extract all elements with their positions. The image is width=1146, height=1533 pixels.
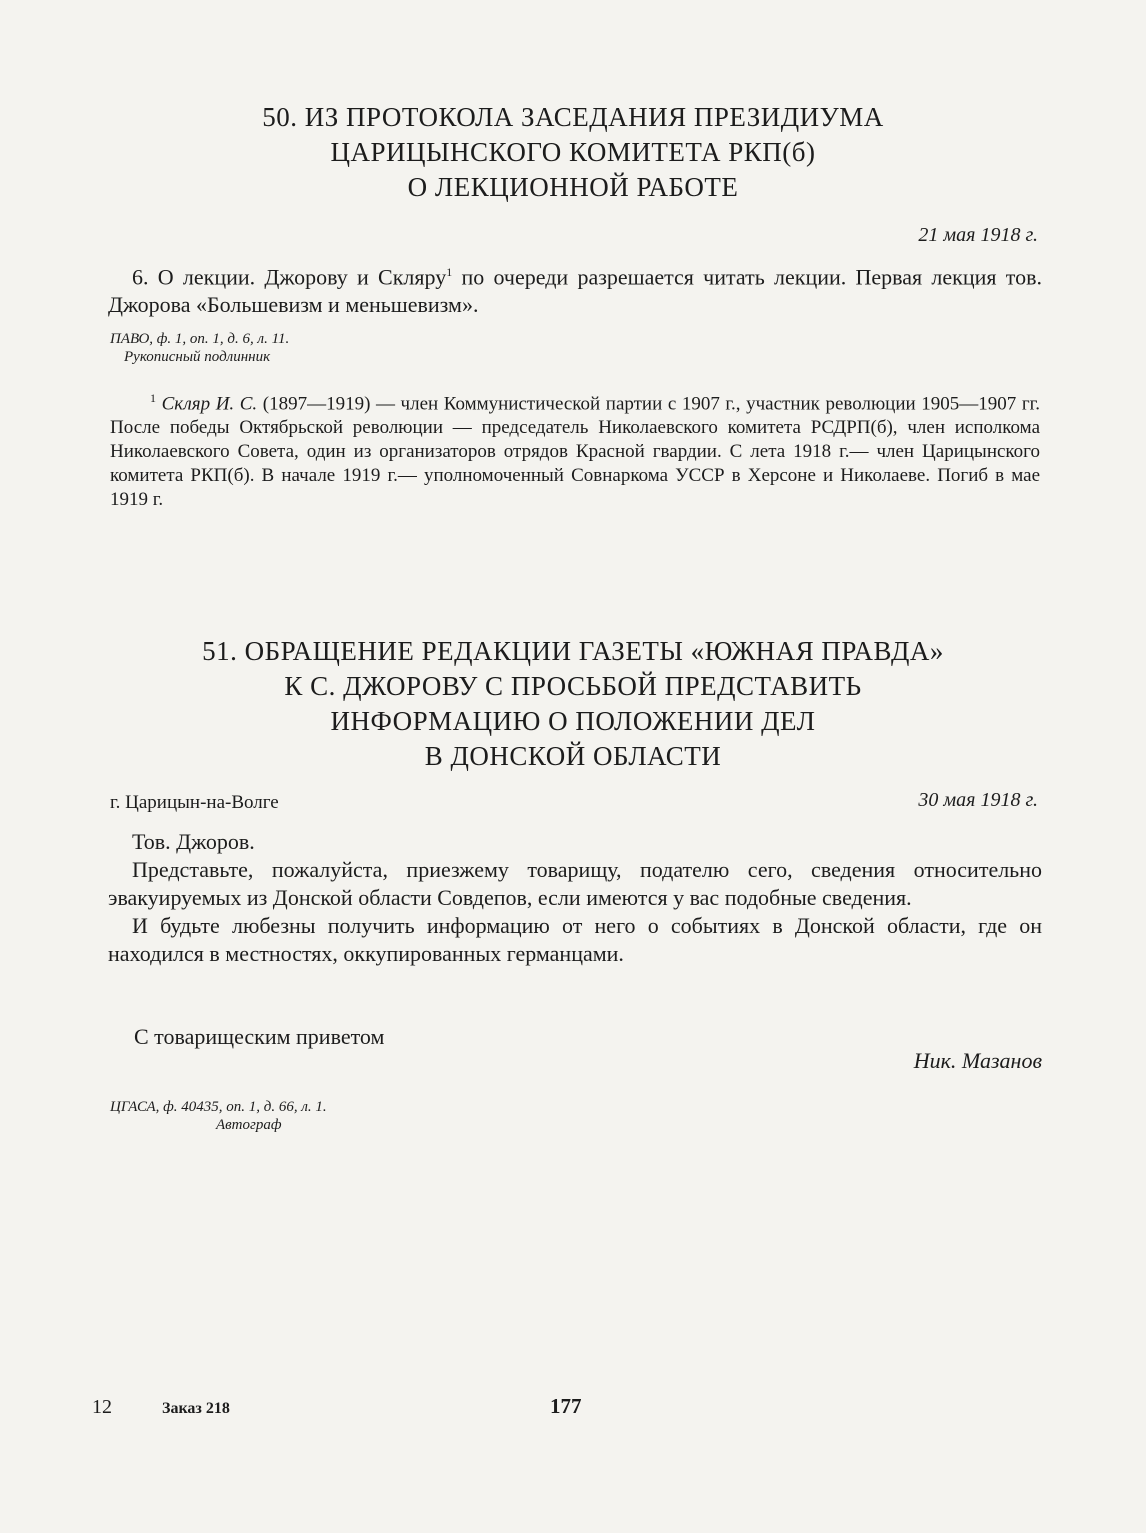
doc50-title-line-2: ЦАРИЦЫНСКОГО КОМИТЕТА РКП(б) <box>330 137 816 167</box>
doc51-title-line-2: К С. ДЖОРОВУ С ПРОСЬБОЙ ПРЕДСТАВИТЬ <box>284 671 862 701</box>
doc51-paragraph-1: Представьте, пожалуйста, приезжему товарищу, подателю сего, сведения относительно эвакуируемых из Донской области Совдепов, если имеются у вас подобные сведения. <box>108 857 1042 910</box>
footer-signature-mark: 12 <box>92 1396 112 1418</box>
doc50-archive-line-2: Рукописный подлинник <box>124 349 271 365</box>
doc50-archive-ref <box>110 330 289 366</box>
footnote-paragraph <box>110 386 1040 512</box>
doc51-greeting: С товарищеским приветом <box>134 1024 385 1049</box>
doc51-body <box>108 828 1042 968</box>
doc51-archive-line-1: ЦГАСА, ф. 40435, оп. 1, д. 66, л. 1. <box>110 1099 327 1115</box>
footer-order: Заказ 218 <box>162 1400 230 1417</box>
doc51-title <box>0 634 1146 774</box>
page-number: 177 <box>550 1394 582 1418</box>
doc51-date: 30 мая 1918 г. <box>918 789 1038 811</box>
doc50-title-line-3: О ЛЕКЦИОННОЙ РАБОТЕ <box>407 172 739 202</box>
footnote-ref: 1 <box>446 265 453 279</box>
footnote-person-name: Скляр И. С. <box>161 393 258 415</box>
doc51-title-line-3: ИНФОРМАЦИЮ О ПОЛОЖЕНИИ ДЕЛ <box>330 706 816 736</box>
doc51-title-line-4: В ДОНСКОЙ ОБЛАСТИ <box>424 741 722 771</box>
doc51-archive-line-2: Автограф <box>216 1117 282 1133</box>
doc50-para-start: 6. О лекции. Джорову и Скляру <box>132 264 447 290</box>
doc51-title-line-1: 51. ОБРАЩЕНИЕ РЕДАКЦИИ ГАЗЕТЫ «ЮЖНАЯ ПРАВДА» <box>202 636 944 666</box>
doc50-paragraph <box>108 258 1042 319</box>
doc51-place: г. Царицын-на-Волге <box>110 792 279 813</box>
doc50-para-end: по очереди разрешается читать лекции. Первая лекция тов. Джорова «Большевизм и меньшевизм». <box>108 264 1042 318</box>
doc50-archive-line-1: ПАВО, ф. 1, оп. 1, д. 6, л. 11. <box>110 331 290 347</box>
doc51-signature: Ник. Мазанов <box>913 1048 1042 1073</box>
doc50-date: 21 мая 1918 г. <box>918 224 1038 246</box>
doc51-paragraph-2: И будьте любезны получить информацию от него о событиях в Донской области, где он находился в местностях, оккупированных германцами. <box>108 913 1042 966</box>
footnote-text: (1897—1919) — член Коммунистической партии с 1907 г., участник революции 1905—1907 гг. После победы Октябрьской революции — председатель Николаевского комитета РСДРП(б), член исполкома Николаевского Совета, один из организаторов отрядов Красной гвардии. С лета 1918 г.— член Царицынского комитета РКП(б). В начале 1919 г.— уполномоченный Совнаркома УССР в Херсоне и Николаеве. Погиб в мае 1919 г. <box>110 393 1041 511</box>
footnote-number: 1 <box>150 391 156 405</box>
doc51-archive-ref <box>110 1098 327 1134</box>
doc50-body <box>108 258 1042 319</box>
doc51-salutation: Тов. Джоров. <box>132 829 255 854</box>
doc50-title <box>0 100 1146 205</box>
doc50-title-line-1: 50. ИЗ ПРОТОКОЛА ЗАСЕДАНИЯ ПРЕЗИДИУМА <box>262 102 884 132</box>
doc50-footnote <box>110 386 1040 512</box>
